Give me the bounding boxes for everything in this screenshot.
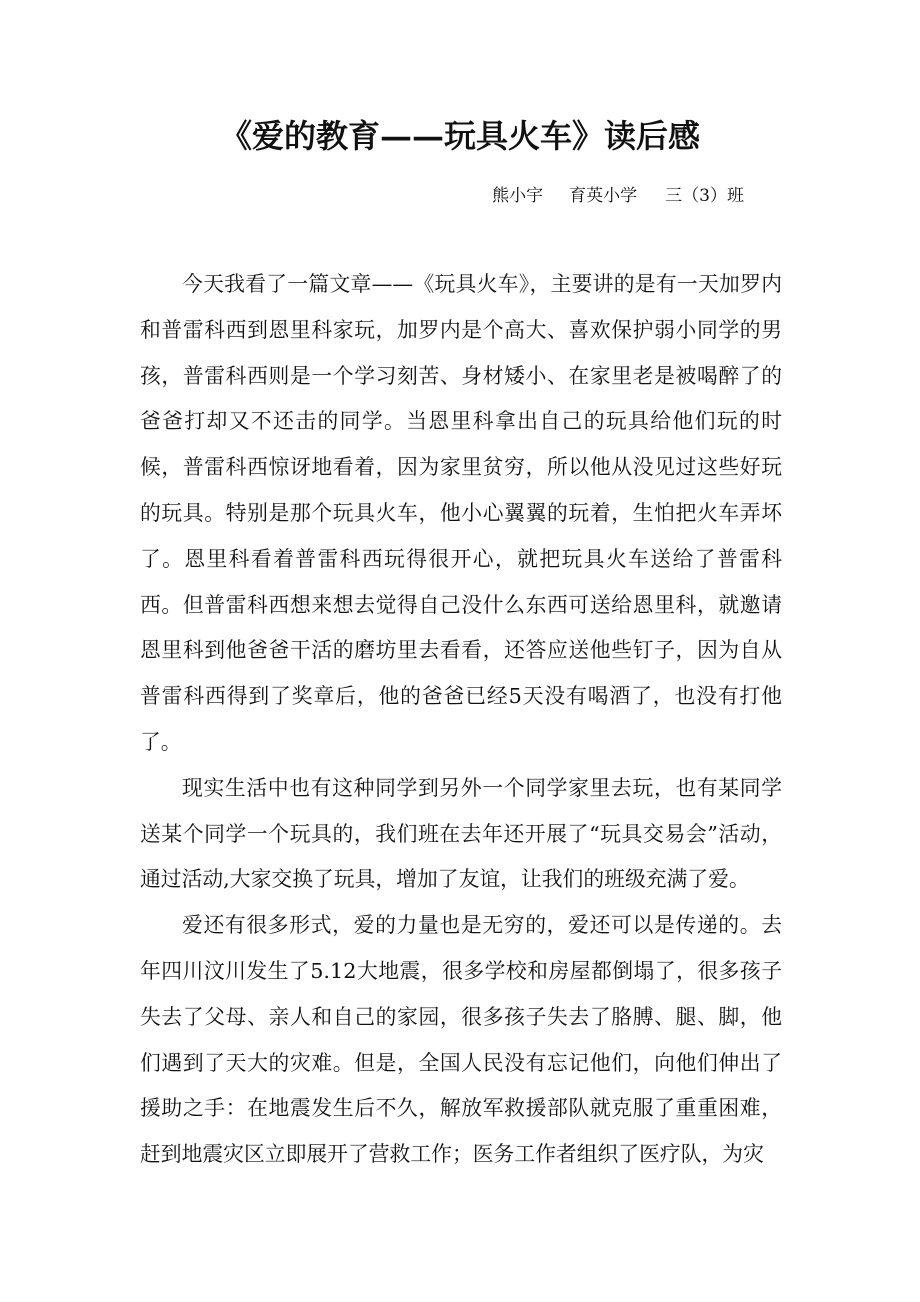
school-name: 育英小学	[569, 186, 638, 206]
class-name: 三（3）班	[665, 186, 744, 206]
byline	[492, 184, 744, 208]
author-name: 熊小宇	[492, 186, 544, 206]
paragraph-2: 现实生活中也有这种同学到另外一个同学家里去玩，也有某同学送某个同学一个玩具的，我们班在去年还开展了“玩具交易会”活动，通过活动,大家交换了玩具，增加了友谊，让我们的班级充满了爱。	[140, 775, 782, 892]
document-title: 《爱的教育——玩具火车》读后感	[219, 117, 700, 155]
body-text	[140, 262, 782, 1178]
paragraph-3: 爱还有很多形式，爱的力量也是无穷的，爱还可以是传递的。去年四川汶川发生了5.12大地震，很多学校和房屋都倒塌了，很多孩子失去了父母、亲人和自己的家园，很多孩子失去了胳膊、腿、脚，他们遇到了天大的灾难。但是，全国人民没有忘记他们，向他们伸出了援助之手：在地震发生后不久，解放军救援部队就克服了重重困难，赶到地震灾区立即展开了营救工作；医务工作者组织了医疗队，为灾	[140, 913, 782, 1167]
paragraph-1: 今天我看了一篇文章——《玩具火车》，主要讲的是有一天加罗内和普雷科西到恩里科家玩，加罗内是个高大、喜欢保护弱小同学的男孩，普雷科西则是一个学习刻苦、身材矮小、在家里老是被喝醉了的爸爸打却又不还击的同学。当恩里科拿出自己的玩具给他们玩的时候，普雷科西惊讶地看着，因为家里贫穷，所以他从没见过这些好玩的玩具。特别是那个玩具火车，他小心翼翼的玩着，生怕把火车弄坏了。恩里科看着普雷科西玩得很开心，就把玩具火车送给了普雷科西。但普雷科西想来想去觉得自己没什么东西可送给恩里科，就邀请恩里科到他爸爸干活的磨坊里去看看，还答应送他些钉子，因为自从普雷科西得到了奖章后，他的爸爸已经5天没有喝酒了，也没有打他了。	[140, 272, 782, 754]
